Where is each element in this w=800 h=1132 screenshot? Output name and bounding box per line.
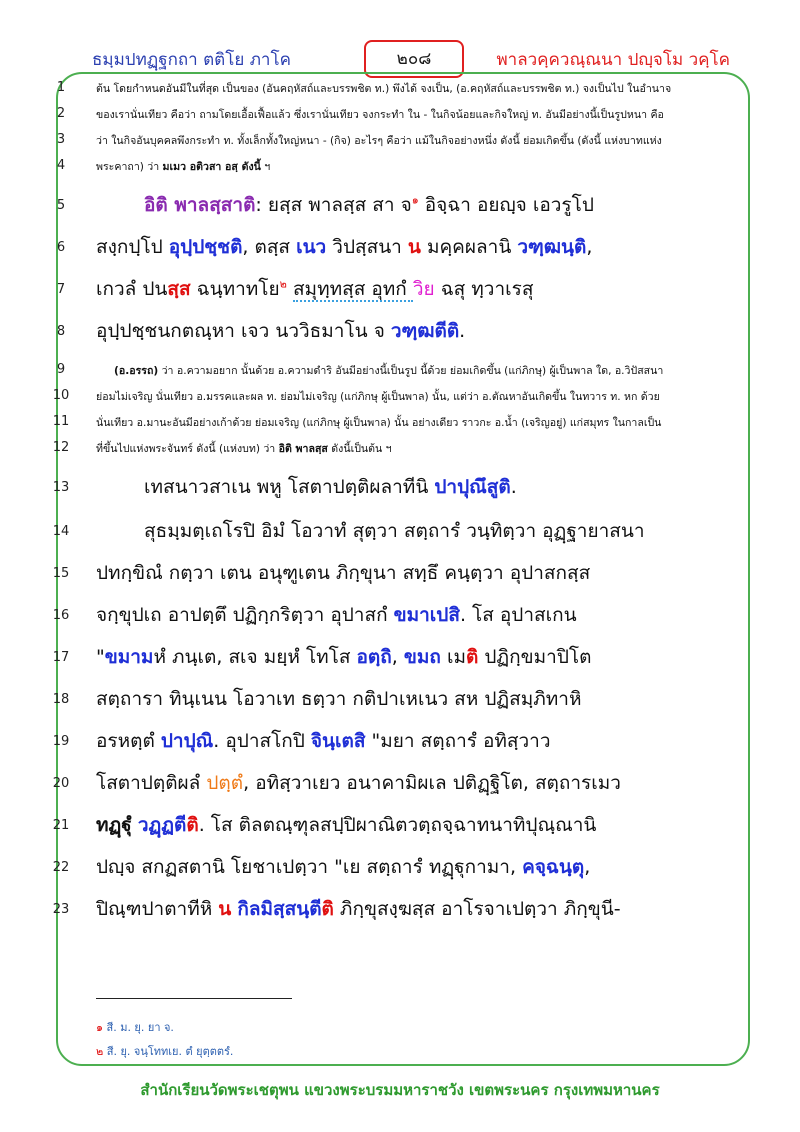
line-text (96, 768, 736, 798)
footnote-1 (96, 1018, 174, 1036)
footnote-2 (96, 1042, 233, 1060)
text-segment: นั่นเทียว อ.มานะอันมีอย่างเก้าด้วย ย่อมเจริญ (แก่ภิกษุ ผู้เป็นพาล) นั้น อย่างเดียว ราวกะ อ.น้ำ (เจริญอยู่) แก่สมุทร ในกาลเป็น (96, 417, 662, 429)
text-segment: ขมาเปสิ (393, 604, 460, 626)
line-number: 10 (52, 388, 70, 403)
line-number: 5 (56, 198, 66, 213)
line-number: 8 (56, 324, 66, 339)
line-number: 2 (56, 106, 66, 121)
line-text (96, 516, 784, 546)
text-segment: วฑฺฒตีติ (390, 320, 460, 342)
text-segment: ทฏฺฐุํ (96, 814, 132, 836)
text-segment: อรหตฺตํ (96, 730, 161, 752)
text-segment: . โส ติลตณฺฑุลสปฺปิผาณิตวตฺถจฺฉาทนาทิปุณฺณานิ (198, 814, 597, 836)
text-segment: ติ (465, 646, 479, 668)
line-text (96, 232, 736, 262)
line-number: 17 (52, 650, 70, 665)
footnote-mark: ๒ (96, 1045, 104, 1058)
text-segment: ต้น โดยกำหนดอันมีในที่สุด เป็นของ (อันคฤหัสถ์และบรรพชิต ท.) พึงได้ จงเป็น, (อ.คฤหัสถ์และบรรพชิต ท.) จงเป็นไป ในอำนาจ (96, 83, 672, 95)
text-segment: ติ (321, 898, 334, 920)
text-segment: สงฺกปฺโป (96, 236, 169, 258)
text-segment: , (391, 646, 404, 668)
page-number: ๒๐๘ (364, 40, 464, 78)
text-segment: ขมถ (403, 646, 441, 668)
line-number: 20 (52, 776, 70, 791)
text-segment: ฯ (260, 161, 271, 173)
line-text (96, 558, 736, 588)
line-number: 1 (56, 80, 66, 95)
line-number: 21 (52, 818, 70, 833)
text-segment: ฉสุ ทฺวาเรสุ (434, 278, 534, 300)
text-segment: มคฺคผลานิ (420, 236, 518, 258)
text-segment: ปิณฺฑปาตาทีหิ (96, 898, 219, 920)
text-segment: " (96, 646, 105, 668)
text-segment: จกฺขุปเถ อาปตฺตึ ปฏิกฺกริตฺวา อุปาสกํ (96, 604, 394, 626)
text-segment: อุปฺปชฺชนกตณฺหา เจว นววิธมาโน จ (96, 320, 391, 342)
text-segment: สฺส (167, 278, 191, 300)
line-number: 9 (56, 362, 66, 377)
text-segment: วฏฺฏตี (137, 814, 187, 836)
text-segment: คจฺฉนฺตุ (522, 856, 585, 878)
text-segment: เม (440, 646, 466, 668)
footnote-mark: ๑ (96, 1021, 103, 1034)
text-segment: , ตสฺส (242, 236, 297, 258)
line-text (96, 388, 736, 405)
line-text (96, 80, 736, 97)
text-segment: เทสนาวสาเน พหู โสตาปตฺติผลาทีนิ (144, 476, 435, 498)
text-segment: ปฏิกฺขมาปิโต (478, 646, 592, 668)
footnote-rule (96, 998, 292, 999)
text-segment: วิปสฺสนา (326, 236, 408, 258)
line-text (96, 106, 736, 123)
text-segment: หํ ภนฺเต, สเจ มยฺหํ โทโส (153, 646, 357, 668)
text-segment: ปทกฺขิณํ กตฺวา เตน อนุฑูเตน ภิกฺขุนา สทฺธึ คนฺตฺวา อุปาสกสฺส (96, 562, 591, 584)
text-segment: พระคาถา) ว่า (96, 161, 163, 173)
text-segment: อิติ พาลสฺส (278, 443, 328, 455)
line-number: 11 (52, 414, 70, 429)
text-segment: , (584, 856, 591, 878)
line-text (96, 852, 736, 882)
line-text (96, 642, 736, 672)
text-segment: ปญฺจ สกฏสตานิ โยชาเปตฺวา "เย สตฺถารํ ทฏฺฐุกามา, (96, 856, 523, 878)
text-segment: อตฺถิ (356, 646, 392, 668)
text-segment: ๑ (411, 193, 419, 207)
line-number: 19 (52, 734, 70, 749)
line-number: 18 (52, 692, 70, 707)
line-text (96, 684, 736, 714)
line-number: 12 (52, 440, 70, 455)
line-number: 7 (56, 282, 66, 297)
line-number: 23 (52, 902, 70, 917)
footnote-text: สี. ยุ. จนฺโททเย. ตํ ยุตฺตตรํ. (103, 1045, 234, 1058)
text-segment: ว่า ในกิจอันบุคคลพึงกระทำ ท. ทั้งเล็กทั้งใหญ่หนา - (กิจ) อะไรๆ คือว่า แม้ในกิจอย่างหนึ่ง ดังนี้ ย่อมเกิดขึ้น (ดังนี้ แห่งบาทแห่ง (96, 135, 662, 147)
text-segment: ขมาม (104, 646, 154, 668)
text-segment: ของเรานั่นเทียว คือว่า ถามโดยเอื้อเฟื้อแล้ว ซึ่งเรานั่นเทียว จงกระทำ ใน - ในกิจน้อยและกิจใหญ่ ท. อันมีอย่างนี้เป็นรูปหนา คือ (96, 109, 664, 121)
footnote-text: สี. ม. ยุ. ยา จ. (102, 1021, 174, 1034)
text-segment: . โส อุปาสเกน (459, 604, 577, 626)
text-segment: ย่อมไม่เจริญ นั่นเทียว อ.มรรคและผล ท. ย่อมไม่เจริญ (แก่ภิกษุ ผู้เป็นพาล) นั้น, แต่ว่า อ.ตัณหาอันเกิดขึ้น ในทวาร ท. หก ด้วย (96, 391, 660, 403)
text-segment: ปตฺตํ (206, 772, 244, 794)
text-segment: , (586, 236, 593, 258)
text-segment: อุปฺปชฺชติ (168, 236, 243, 258)
text-segment: . (459, 320, 466, 342)
line-text (96, 158, 736, 175)
text-segment: ดังนี้เป็นต้น ฯ (327, 443, 392, 455)
text-segment: เกวลํ ปน (96, 278, 168, 300)
text-segment: อิติ พาลสฺสาติ (144, 194, 256, 216)
text-segment: สุธมฺมตฺเถโรปิ อิมํ โอวาทํ สุตฺวา สตฺถารํ วนฺทิตฺวา อุฏฺฐายาสนา (144, 520, 645, 542)
text-segment: , อทิสฺวาเยว อนาคามิผเล ปติฏฺฐิโต, สตฺถารเมว (243, 772, 621, 794)
text-segment: . อุปาสโกปิ (213, 730, 311, 752)
book-title: ธมฺมปทฏฺฐกถา ตติโย ภาโค (92, 50, 291, 70)
text-segment: มเมว อติวสา อสฺ ดังนี้ (162, 161, 261, 173)
line-number: 4 (56, 158, 66, 173)
line-number: 3 (56, 132, 66, 147)
line-text (96, 472, 784, 502)
line-text (96, 440, 736, 457)
line-text (96, 894, 736, 924)
text-segment: วิย (412, 278, 435, 300)
institution-footer: สำนักเรียนวัดพระเชตุพน แขวงพระบรมมหาราชวัง เขตพระนคร กรุงเทพมหานคร (140, 1081, 660, 1099)
line-number: 13 (52, 480, 70, 495)
text-segment: จินฺเตสิ (310, 730, 366, 752)
text-segment: ที่ขึ้นไปแห่งพระจันทร์ ดังนี้ (แห่งบท) ว่า (96, 443, 279, 455)
text-segment: น (407, 236, 421, 258)
line-text (96, 132, 736, 149)
text-segment: ภิกฺขุสงฺฆสฺส อาโรจาเปตฺวา ภิกฺขุนี- (333, 898, 621, 920)
line-number: 6 (56, 240, 66, 255)
text-segment: ติ (186, 814, 199, 836)
text-segment: วฑฺฒนฺติ (517, 236, 587, 258)
line-text (96, 600, 736, 630)
text-segment: ๒ (279, 277, 287, 291)
text-segment: สตฺถารา ทินฺเนน โอวาเท ธตฺวา กติปาเหเนว สห ปฏิสมฺภิทาหิ (96, 688, 582, 710)
text-segment: ปาปุณึสูติ (434, 476, 511, 498)
line-text (96, 190, 784, 220)
line-number: 22 (52, 860, 70, 875)
text-segment: . (510, 476, 517, 498)
line-text (96, 810, 736, 840)
text-segment: สมุทฺทสฺส อุทกํ (292, 278, 413, 300)
text-segment: "มยา สตฺถารํ อทิสฺวาว (365, 730, 551, 752)
text-segment: (อ.อรรถ) (114, 365, 159, 377)
text-segment: ฉนฺทาทโย (190, 278, 280, 300)
text-segment: เนว (296, 236, 327, 258)
text-segment: ว่า อ.ความอยาก นั้นด้วย อ.ความดำริ อันมีอย่างนี้เป็นรูป นี้ด้วย ย่อมเกิดขึ้น (แก่ภิกษุ) ผู้เป็นพาล ใด, อ.วิปัสสนา (158, 365, 664, 377)
line-text (96, 316, 736, 346)
line-number: 14 (52, 524, 70, 539)
text-segment: น (218, 898, 232, 920)
line-text (96, 362, 754, 379)
line-text (96, 274, 736, 304)
line-number: 15 (52, 566, 70, 581)
line-number: 16 (52, 608, 70, 623)
text-segment: ปาปุณิ (160, 730, 214, 752)
line-text (96, 726, 736, 756)
text-segment: โสตาปตฺติผลํ (96, 772, 207, 794)
text-segment: กิลมิสฺสนฺตี (237, 898, 322, 920)
chapter-title: พาลวคฺควณฺณนา ปญฺจโม วคฺโค (496, 50, 730, 70)
text-segment: : ยสฺส พาลสฺส สา จ (255, 194, 412, 216)
line-text (96, 414, 736, 431)
text-segment: อิจฺฉา อยญฺจ เอวรูโป (418, 194, 594, 216)
